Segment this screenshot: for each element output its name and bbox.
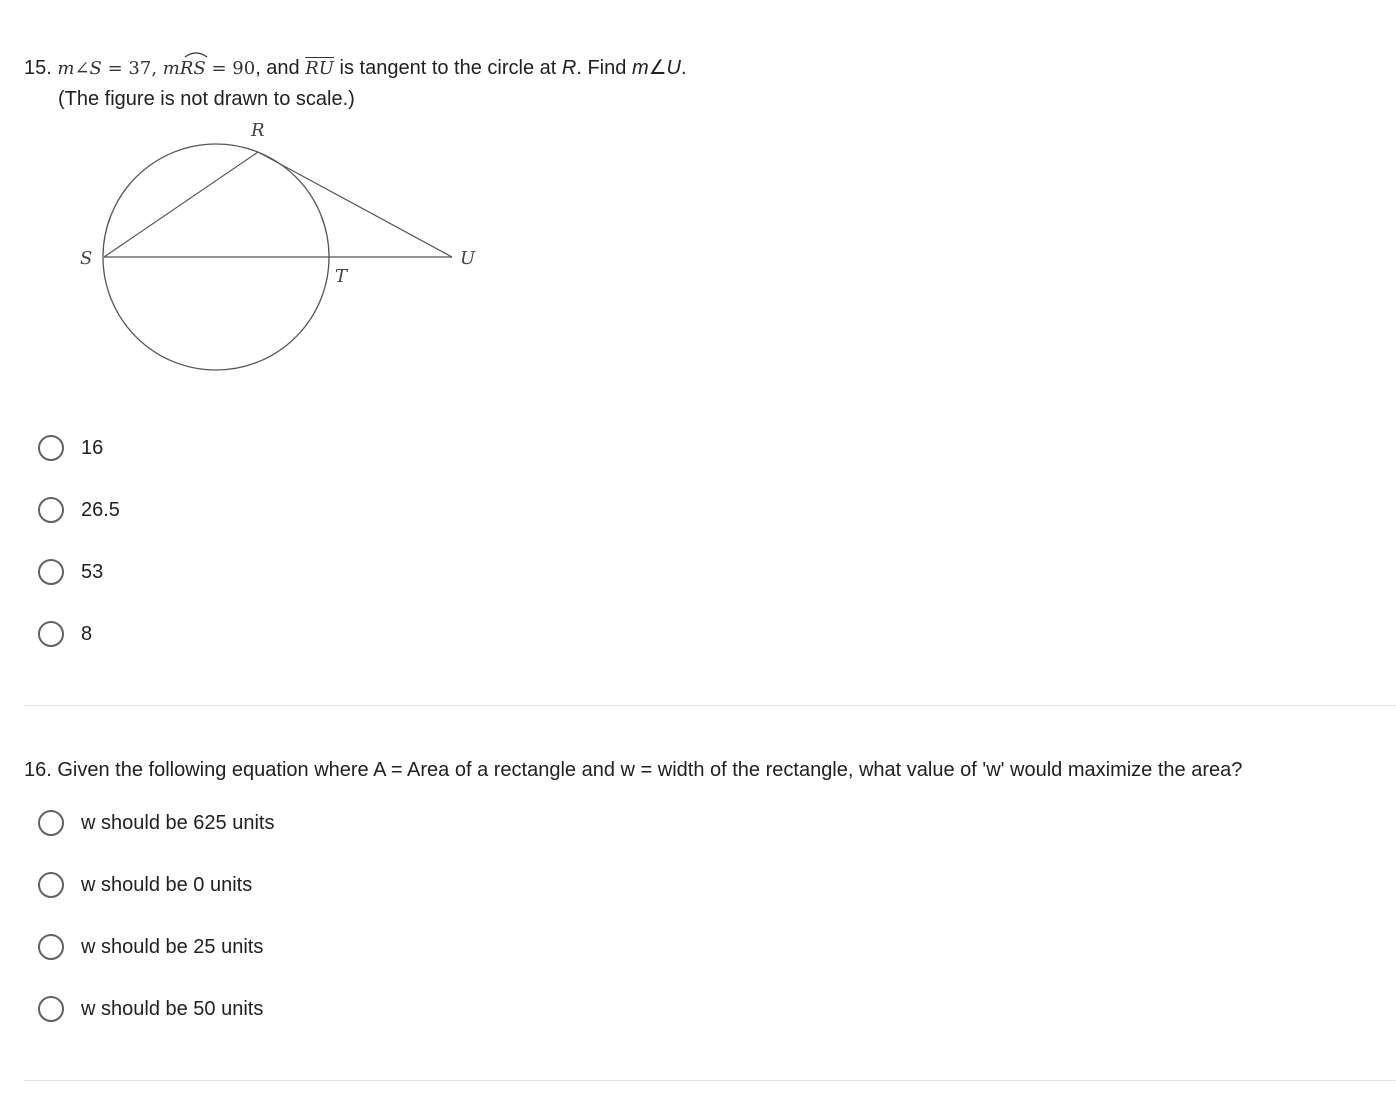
option-label: 16 [81,436,104,459]
label-u: U [460,248,476,269]
q15-option-3[interactable] [38,556,103,588]
q16-option-3[interactable] [38,931,263,963]
q15-option-1[interactable] [38,432,103,464]
option-label: 53 [81,560,104,583]
question-15-find-expression: m∠U [631,57,681,79]
question-15-tangent-text: is tangent to the circle at [339,57,557,79]
q16-option-4[interactable] [38,993,263,1025]
radio-button[interactable] [38,497,64,523]
radio-button[interactable] [38,934,64,960]
label-t: T [335,266,348,287]
q15-option-2[interactable] [38,494,120,526]
radio-button[interactable] [38,810,64,836]
label-r: R [251,120,265,141]
option-label: w should be 25 units [81,935,264,958]
option-label: w should be 50 units [81,997,264,1020]
question-15-prompt [24,56,687,81]
chord-rs [104,152,258,257]
question-15-point-r: R [561,57,577,79]
question-15-number: 15. [24,57,52,79]
question-16-prompt: 16. Given the following equation where A = Area of a rectangle and w = width of the rectangle, what value of 'w' would maximize the area? [24,759,1243,781]
option-label: w should be 625 units [81,811,275,834]
radio-button[interactable] [38,996,64,1022]
question-15-expression: m∠S = 37, m RS = 90 [57,58,255,79]
q15-option-4[interactable] [38,618,92,650]
tangent-ru [258,152,452,257]
option-label: 8 [81,622,93,645]
question-15-period: . [681,57,687,79]
geometry-figure [60,112,500,382]
question-15-find-text: . Find [576,57,627,79]
radio-button[interactable] [38,435,64,461]
radio-button[interactable] [38,621,64,647]
question-15-note: (The figure is not drawn to scale.) [58,88,355,110]
arc-mark [184,50,208,58]
question-divider-bottom [24,1080,1396,1081]
option-label: 26.5 [81,498,120,521]
radio-button[interactable] [38,872,64,898]
question-divider [24,705,1396,706]
q16-option-2[interactable] [38,869,252,901]
radio-button[interactable] [38,559,64,585]
arc-rs: RS [180,57,206,81]
question-15-and: , and [255,57,300,79]
q16-option-1[interactable] [38,807,274,839]
label-s: S [80,248,93,269]
option-label: w should be 0 units [81,873,253,896]
segment-ru: $\overline{RU}$ [305,58,334,79]
